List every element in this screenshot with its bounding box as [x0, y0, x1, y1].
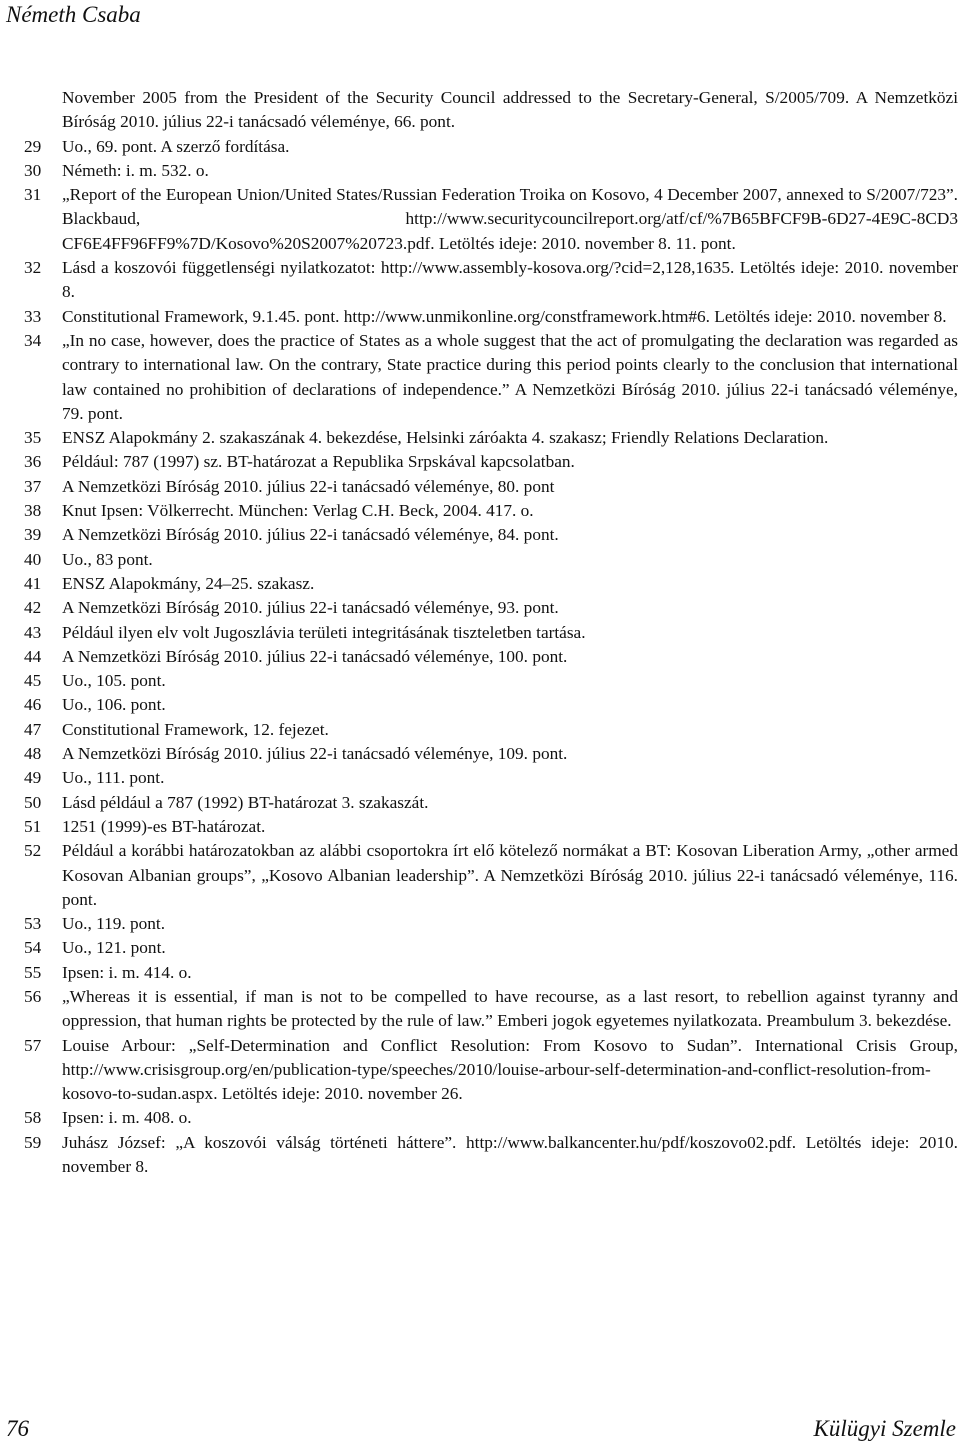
footnote	[24, 329, 958, 426]
footnote	[24, 499, 958, 523]
footnote-text: Németh: i. m. 532. o.	[62, 160, 209, 180]
footnote	[24, 86, 958, 135]
footnote	[24, 742, 958, 766]
footnote-text: Juhász József: „A koszovói válság történeti háttere”. http://www.balkancenter.hu/pdf/koszovo02.pdf. Letöltés ideje: 2010. november 8.	[62, 1132, 958, 1177]
footnote	[24, 426, 958, 450]
footnote-text: ENSZ Alapokmány, 24–25. szakasz.	[62, 573, 315, 593]
footnote-text: A Nemzetközi Bíróság 2010. július 22-i tanácsadó véleménye, 100. pont.	[62, 646, 568, 666]
footnote-text: A Nemzetközi Bíróság 2010. július 22-i tanácsadó véleménye, 93. pont.	[62, 598, 559, 618]
footnote-text: November 2005 from the President of the Security Council addressed to the Secretary-General, S/2005/709. A Nemzetközi Bíróság 2010. július 22-i tanácsadó véleménye, 66. pont.	[62, 88, 958, 132]
footnote-number: 54	[24, 938, 42, 958]
footnote-number: 53	[24, 914, 42, 934]
footnote-number: 47	[24, 719, 42, 739]
footnote-number: 56	[24, 986, 42, 1006]
footnote-number: 48	[24, 744, 42, 764]
footnote	[24, 766, 958, 790]
footnote-number: 41	[24, 573, 42, 593]
footnote	[24, 621, 958, 645]
footnote-text: Uo., 119. pont.	[62, 914, 166, 934]
footnote-text: A Nemzetközi Bíróság 2010. július 22-i tanácsadó véleménye, 109. pont.	[62, 744, 568, 764]
footnote	[24, 1131, 958, 1180]
footnote-number: 52	[24, 841, 42, 861]
footnote-number	[24, 86, 62, 135]
footnotes-list	[24, 86, 958, 1179]
footnote	[24, 548, 958, 572]
footnote-number: 29	[24, 136, 42, 156]
footnote-number: 33	[24, 306, 42, 326]
footnote-number: 43	[24, 622, 42, 642]
footnote-number: 51	[24, 816, 42, 836]
footnote-number: 44	[24, 646, 42, 666]
footnote-text: Constitutional Framework, 12. fejezet.	[62, 719, 329, 739]
footnote	[24, 693, 958, 717]
footnote	[24, 305, 958, 329]
footnote-text: Például: 787 (1997) sz. BT-határozat a Republika Srpskával kapcsolatban.	[62, 452, 575, 472]
footnote-text: Ipsen: i. m. 414. o.	[62, 962, 192, 982]
footnote	[24, 791, 958, 815]
footnote-text: Lásd például a 787 (1992) BT-határozat 3. szakaszát.	[62, 792, 429, 812]
footnote	[24, 450, 958, 474]
footnote-text: Uo., 111. pont.	[62, 768, 165, 788]
footnote	[24, 135, 958, 159]
footnote-number: 37	[24, 476, 42, 496]
footnote-number: 39	[24, 525, 42, 545]
footnote-number: 38	[24, 501, 42, 521]
footnote	[24, 572, 958, 596]
footnote-text: Louise Arbour: „Self-Determination and Conflict Resolution: From Kosovo to Sudan”. International Crisis Group, http://www.crisisgroup.org/en/publication-type/speeches/2010/louise-arbour-self-determination-and-conflict-resolution-from-kosovo-to-sudan.aspx. Letöltés ideje: 2010. november 26.	[62, 1035, 958, 1104]
footnote-text: Knut Ipsen: Völkerrecht. München: Verlag C.H. Beck, 2004. 417. o.	[62, 501, 534, 521]
footnote	[24, 912, 958, 936]
footnote-number: 30	[24, 160, 42, 180]
footnote-number: 42	[24, 598, 42, 618]
footnote	[24, 961, 958, 985]
footnote-text: „Whereas it is essential, if man is not to be compelled to have recourse, as a last resort, to rebellion against tyranny and oppression, that human rights be protected by the rule of law.” Emberi jogok egyetemes nyilatkozata. Preambulum 3. bekezdése.	[62, 986, 958, 1031]
footnote	[24, 1034, 958, 1107]
footnote-number: 50	[24, 792, 42, 812]
footnote	[24, 183, 958, 256]
footnote-text: Uo., 105. pont.	[62, 671, 166, 691]
footnote	[24, 669, 958, 693]
footnote-text: „Report of the European Union/United States/Russian Federation Troika on Kosovo, 4 December 2007, annexed to S/2007/723”. Blackbaud, http://www.securitycouncilreport.org/atf/cf/%7B65BFCF9B-6D27-4E9C-8CD3 CF6E4FF96FF9%7D/Kosovo%20S2007%20723.pdf. Letöltés ideje: 2010. november 8. 11. pont.	[62, 185, 958, 253]
footnote	[24, 645, 958, 669]
footnote-number: 31	[24, 185, 42, 205]
footnote-number: 58	[24, 1108, 42, 1128]
footnote-text: Constitutional Framework, 9.1.45. pont. http://www.unmikonline.org/constframework.htm#6. Letöltés ideje: 2010. november 8.	[62, 306, 947, 326]
footnote	[24, 475, 958, 499]
footnote-number: 36	[24, 452, 42, 472]
footnote-number: 57	[24, 1035, 42, 1055]
footnote-number: 46	[24, 695, 42, 715]
footnote-text: Ipsen: i. m. 408. o.	[62, 1108, 192, 1128]
footnote-text: „In no case, however, does the practice of States as a whole suggest that the act of promulgating the declaration was regarded as contrary to international law. On the contrary, State practice during this period points clearly to the conclusion that international law contained no prohibition of declarations of independence.” A Nemzetközi Bíróság 2010. július 22-i tanácsadó véleménye, 79. pont.	[62, 330, 958, 423]
footnote-text: Uo., 83 pont.	[62, 549, 153, 569]
footnote-text: A Nemzetközi Bíróság 2010. július 22-i tanácsadó véleménye, 84. pont.	[62, 525, 559, 545]
footnote	[24, 936, 958, 960]
footnote-number: 55	[24, 962, 42, 982]
footnote	[24, 815, 958, 839]
footnote-number: 49	[24, 768, 42, 788]
footnote-text: Például a korábbi határozatokban az alábbi csoportokra írt elő kötelező normákat a BT: Kosovan Liberation Army, „other armed Kosovan Albanian groups”, „Kosovo Albanian leadership”. A Nemzetközi Bíróság 2010. július 22-i tanácsadó véleménye, 116. pont.	[62, 841, 958, 909]
footnote	[24, 839, 958, 912]
footnote-number: 35	[24, 428, 42, 448]
footnote-text: 1251 (1999)-es BT-határozat.	[62, 816, 266, 836]
footnote-text: ENSZ Alapokmány 2. szakaszának 4. bekezdése, Helsinki záróakta 4. szakasz; Friendly Relations Declaration.	[62, 428, 829, 448]
footnote	[24, 1106, 958, 1130]
footnote-text: Lásd a koszovói függetlenségi nyilatkozatot: http://www.assembly-kosova.org/?cid=2,128,1635. Letöltés ideje: 2010. november 8.	[62, 258, 958, 302]
footnote	[24, 718, 958, 742]
footnote-number: 34	[24, 330, 42, 350]
footnote	[24, 523, 958, 547]
footnote	[24, 256, 958, 305]
footnote-number: 59	[24, 1132, 42, 1152]
running-head-author: Németh Csaba	[6, 2, 141, 27]
footnote	[24, 159, 958, 183]
footnote	[24, 596, 958, 620]
footnote-text: Uo., 69. pont. A szerző fordítása.	[62, 136, 290, 156]
page-number: 76	[6, 1416, 29, 1441]
footnote-text: Uo., 121. pont.	[62, 938, 166, 958]
journal-title: Külügyi Szemle	[813, 1416, 956, 1441]
footnote-number: 40	[24, 549, 42, 569]
footnote-text: A Nemzetközi Bíróság 2010. július 22-i tanácsadó véleménye, 80. pont	[62, 476, 555, 496]
footnote-text: Uo., 106. pont.	[62, 695, 166, 715]
footnote	[24, 985, 958, 1034]
footnote-number: 32	[24, 258, 42, 278]
footnote-number: 45	[24, 671, 42, 691]
footnote-text: Például ilyen elv volt Jugoszlávia területi integritásának tiszteletben tartása.	[62, 622, 586, 642]
